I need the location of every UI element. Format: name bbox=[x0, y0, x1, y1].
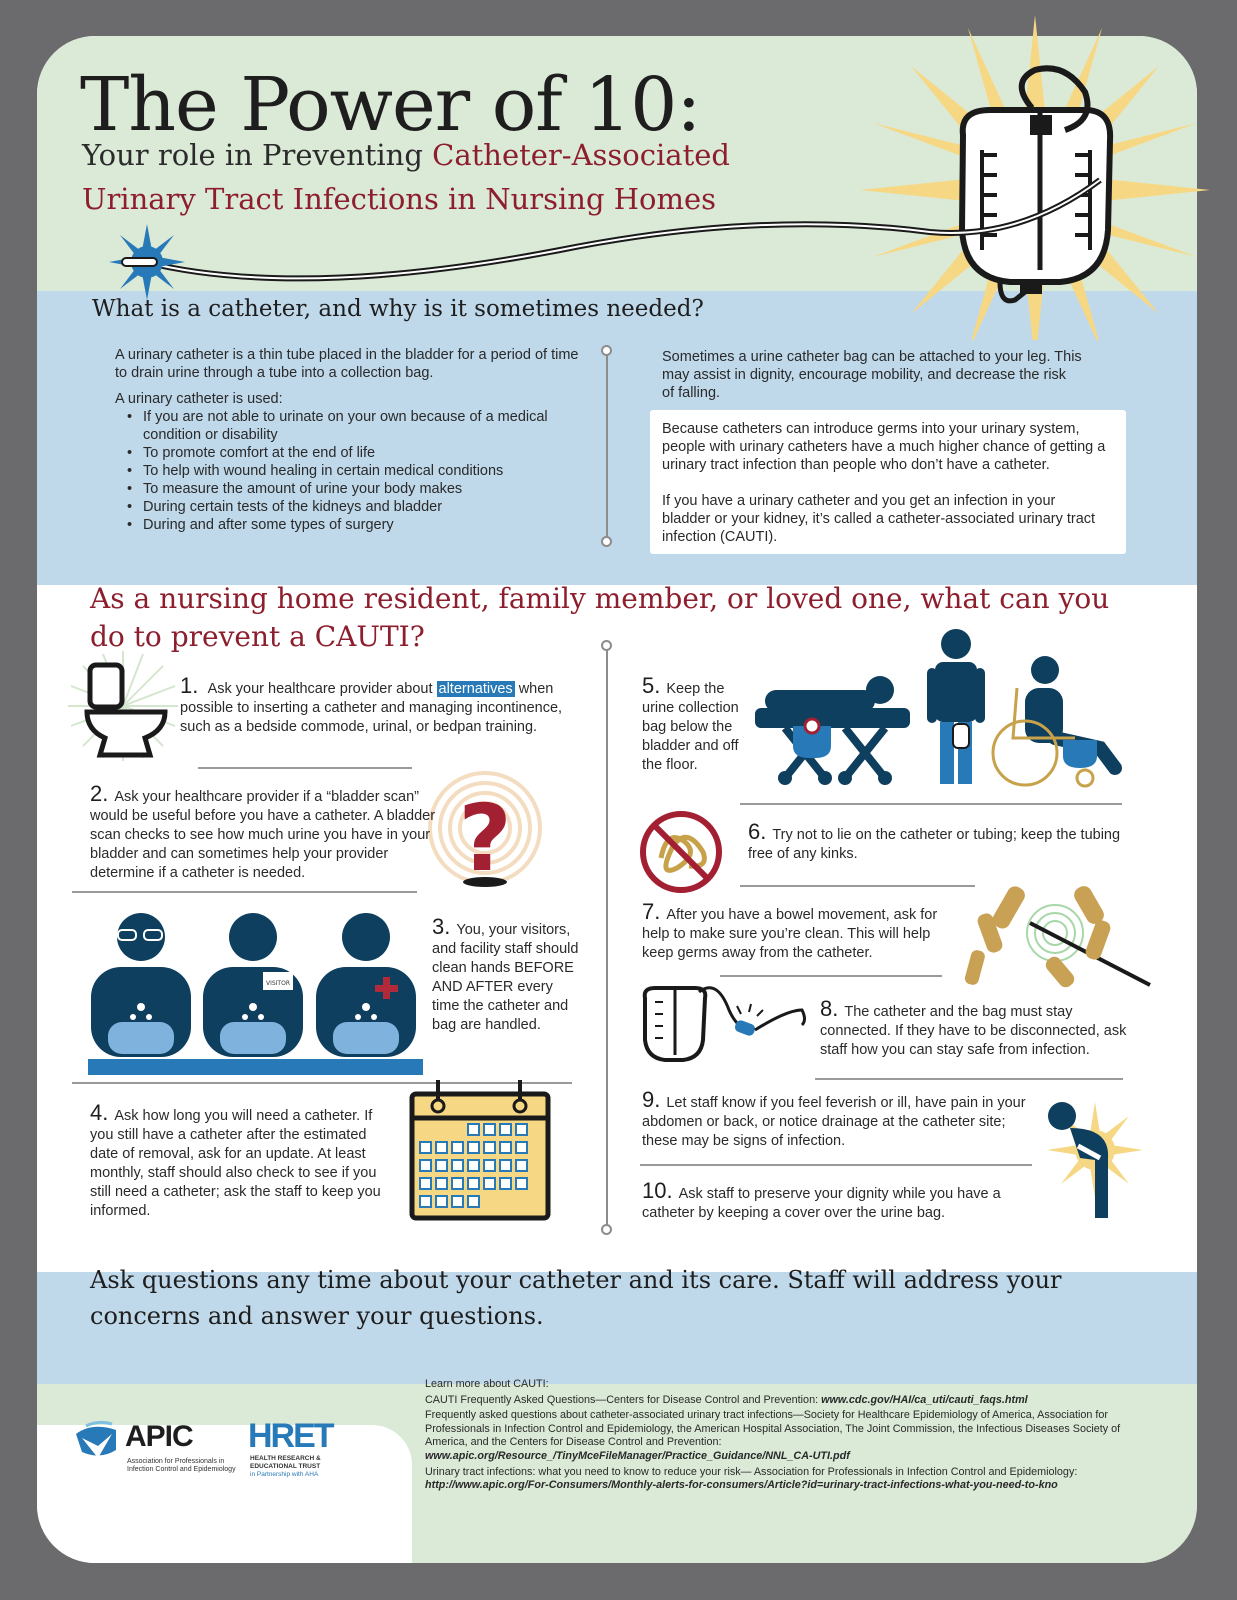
prevent-heading: As a nursing home resident, family member, or loved one, what can you do to prevent a CAUTI? bbox=[90, 582, 1110, 653]
closing-message: Ask questions any time about your catheter and its care. Staff will address your concerns and answer your questions. bbox=[90, 1266, 1062, 1330]
step-1: 1. Ask your healthcare provider about alternatives when possible to inserting a catheter and managing incontinence, such as a bedside commode, urinal, or bedpan training. bbox=[180, 673, 563, 735]
calendar-icon bbox=[408, 1078, 553, 1223]
step-10: 10. Ask staff to preserve your dignity while you have a catheter by keeping a cover over the urine bag. bbox=[642, 1178, 1001, 1221]
divider bbox=[72, 891, 417, 893]
references: Learn more about CAUTI: CAUTI Frequently Asked Questions—Centers for Disease Control and Prevention: www.cdc.gov/HAI/ca_uti/cauti_faqs.html Frequently asked questions about catheter-associated urinary tract infections—Society for Healthcare Epidemiology of America, Association for Professionals in Infection Control and Epidemiology, the American Hospital Association, The Joint Commission, the Infectious Diseases Society of America, and the Centers for Disease Control and Prevention: www.apic.org/Resource_/TinyMceFileManager/Practice_Guidance/NNL_CA-UTI.pdf Urinary tract infections: what you need to know to reduce your risk— Association for Professionals in Infection Control and Epidemiology: http://www.apic.org/For-Consumers/Monthly-alerts-for-consumers/Article?id=urinary-tract-infections-what-you-need-to-kno bbox=[425, 1378, 1155, 1493]
use-item: • To help with wound healing in certain medical conditions bbox=[143, 462, 590, 480]
visitor-badge: VISITOR bbox=[265, 980, 291, 987]
step-number: 1. bbox=[180, 673, 199, 698]
step-9: 9. Let staff know if you feel feverish or ill, have pain in your abdomen or back, or notice drainage at the catheter site; these may be signs of infection. bbox=[642, 1087, 1026, 1149]
catheter-intro: A urinary catheter is a thin tube placed in the bladder for a period of time to drain urine through a tube into a collection bag. bbox=[115, 347, 579, 381]
divider bbox=[815, 1078, 1123, 1080]
toilet-icon bbox=[55, 650, 185, 765]
step-2: 2. Ask your healthcare provider if a “bladder scan” would be useful before you have a catheter. A bladder scan checks to see how much urine you have in your bladder and can sometimes help your provider determine if a catheter is needed. bbox=[90, 781, 436, 881]
divider-dot bbox=[601, 345, 612, 356]
use-item: • During certain tests of the kidneys and bladder bbox=[143, 498, 590, 516]
divider bbox=[720, 975, 942, 977]
divider-dot bbox=[601, 536, 612, 547]
collection-bag-positions-illustration bbox=[755, 628, 1145, 803]
reference-link[interactable]: www.apic.org/Resource_/TinyMceFileManager/Practice_Guidance/NNL_CA-UTI.pdf bbox=[425, 1449, 850, 1462]
apic-logo-subtitle: Association for Professionals in Infection Control and Epidemiology bbox=[127, 1458, 236, 1473]
use-item: • To measure the amount of urine your body makes bbox=[143, 480, 590, 498]
use-item: • If you are not able to urinate on your own because of a medical condition or disability bbox=[143, 408, 590, 444]
hret-logo: HRET bbox=[248, 1417, 333, 1455]
connected-bag-icon bbox=[637, 980, 812, 1070]
germs-illustration bbox=[960, 875, 1160, 995]
no-kinks-icon bbox=[637, 808, 725, 896]
divider-dot bbox=[601, 640, 612, 651]
divider bbox=[606, 350, 608, 540]
uses-label: A urinary catheter is used: bbox=[115, 391, 283, 407]
germs-text: Because catheters can introduce germs into your urinary system, people with urinary catheters have a much higher chance of getting a urinary tract infection than people who don’t have a catheter. bbox=[662, 421, 1106, 473]
apic-logo-icon bbox=[72, 1420, 122, 1462]
step-7: 7. After you have a bowel movement, ask for help to make sure you’re clean. This will help keep germs away from the catheter. bbox=[642, 899, 938, 961]
use-item: • During and after some types of surgery bbox=[143, 516, 590, 534]
column-divider bbox=[606, 645, 608, 1230]
svg-text:?: ? bbox=[458, 785, 512, 890]
what-is-heading: What is a catheter, and why is it sometimes needed? bbox=[92, 296, 704, 322]
subtitle-part1: Your role in Preventing bbox=[82, 138, 423, 172]
hret-logo-tagline: in Partnership with AHA bbox=[250, 1471, 319, 1478]
page-subtitle bbox=[82, 138, 730, 172]
cauti-definition: If you have a urinary catheter and you get an infection in your bladder or your kidney, it’s called a catheter-associated urinary tract infection (CAUTI). bbox=[662, 493, 1096, 545]
step-5: 5. Keep the urine collection bag below the bladder and off the floor. bbox=[642, 673, 739, 773]
handwashing-figures bbox=[88, 912, 423, 1077]
step-6: 6. Try not to lie on the catheter or tubing; keep the tubing free of any kinks. bbox=[748, 819, 1121, 862]
leg-bag-text: Sometimes a urine catheter bag can be attached to your leg. This may assist in dignity, encourage mobility, and decrease the risk of falling. bbox=[662, 349, 1082, 401]
sick-figure-icon bbox=[1040, 1098, 1150, 1223]
step-4: 4. Ask how long you will need a catheter. If you still have a catheter after the estimated date of removal, ask for an update. At least monthly, staff should also check to see if you still need a catheter; ask the staff to keep you informed. bbox=[90, 1100, 381, 1219]
page-title: The Power of 10: bbox=[80, 62, 701, 148]
divider-dot bbox=[601, 1224, 612, 1235]
hret-logo-subtitle: HEALTH RESEARCH & EDUCATIONAL TRUST bbox=[250, 1455, 321, 1470]
apic-logo: APIC bbox=[125, 1420, 193, 1453]
subtitle-part2: Catheter-Associated bbox=[432, 138, 730, 172]
references-label: Learn more about CAUTI: bbox=[425, 1378, 549, 1390]
reference-link[interactable]: www.cdc.gov/HAI/ca_uti/cauti_faqs.html bbox=[821, 1393, 1028, 1406]
step-3: 3. You, your visitors, and facility staff should clean hands BEFORE AND AFTER every time the catheter and bag are handled. bbox=[432, 914, 579, 1033]
divider bbox=[740, 885, 975, 887]
divider bbox=[740, 803, 1122, 805]
reference-link[interactable]: http://www.apic.org/For-Consumers/Monthly-alerts-for-consumers/Article?id=urinary-tract-infections-what-you-need-to-kno bbox=[425, 1479, 1058, 1492]
step-8: 8. The catheter and the bag must stay connected. If they have to be disconnected, ask staff how you can stay safe from infection. bbox=[820, 996, 1127, 1058]
divider bbox=[198, 767, 412, 769]
what-is-left-column bbox=[115, 346, 590, 534]
divider bbox=[640, 1164, 1032, 1166]
subtitle-line2: Urinary Tract Infections in Nursing Homes bbox=[82, 182, 717, 216]
alternatives-highlight: alternatives bbox=[438, 681, 513, 697]
use-item: • To promote comfort at the end of life bbox=[143, 444, 590, 462]
